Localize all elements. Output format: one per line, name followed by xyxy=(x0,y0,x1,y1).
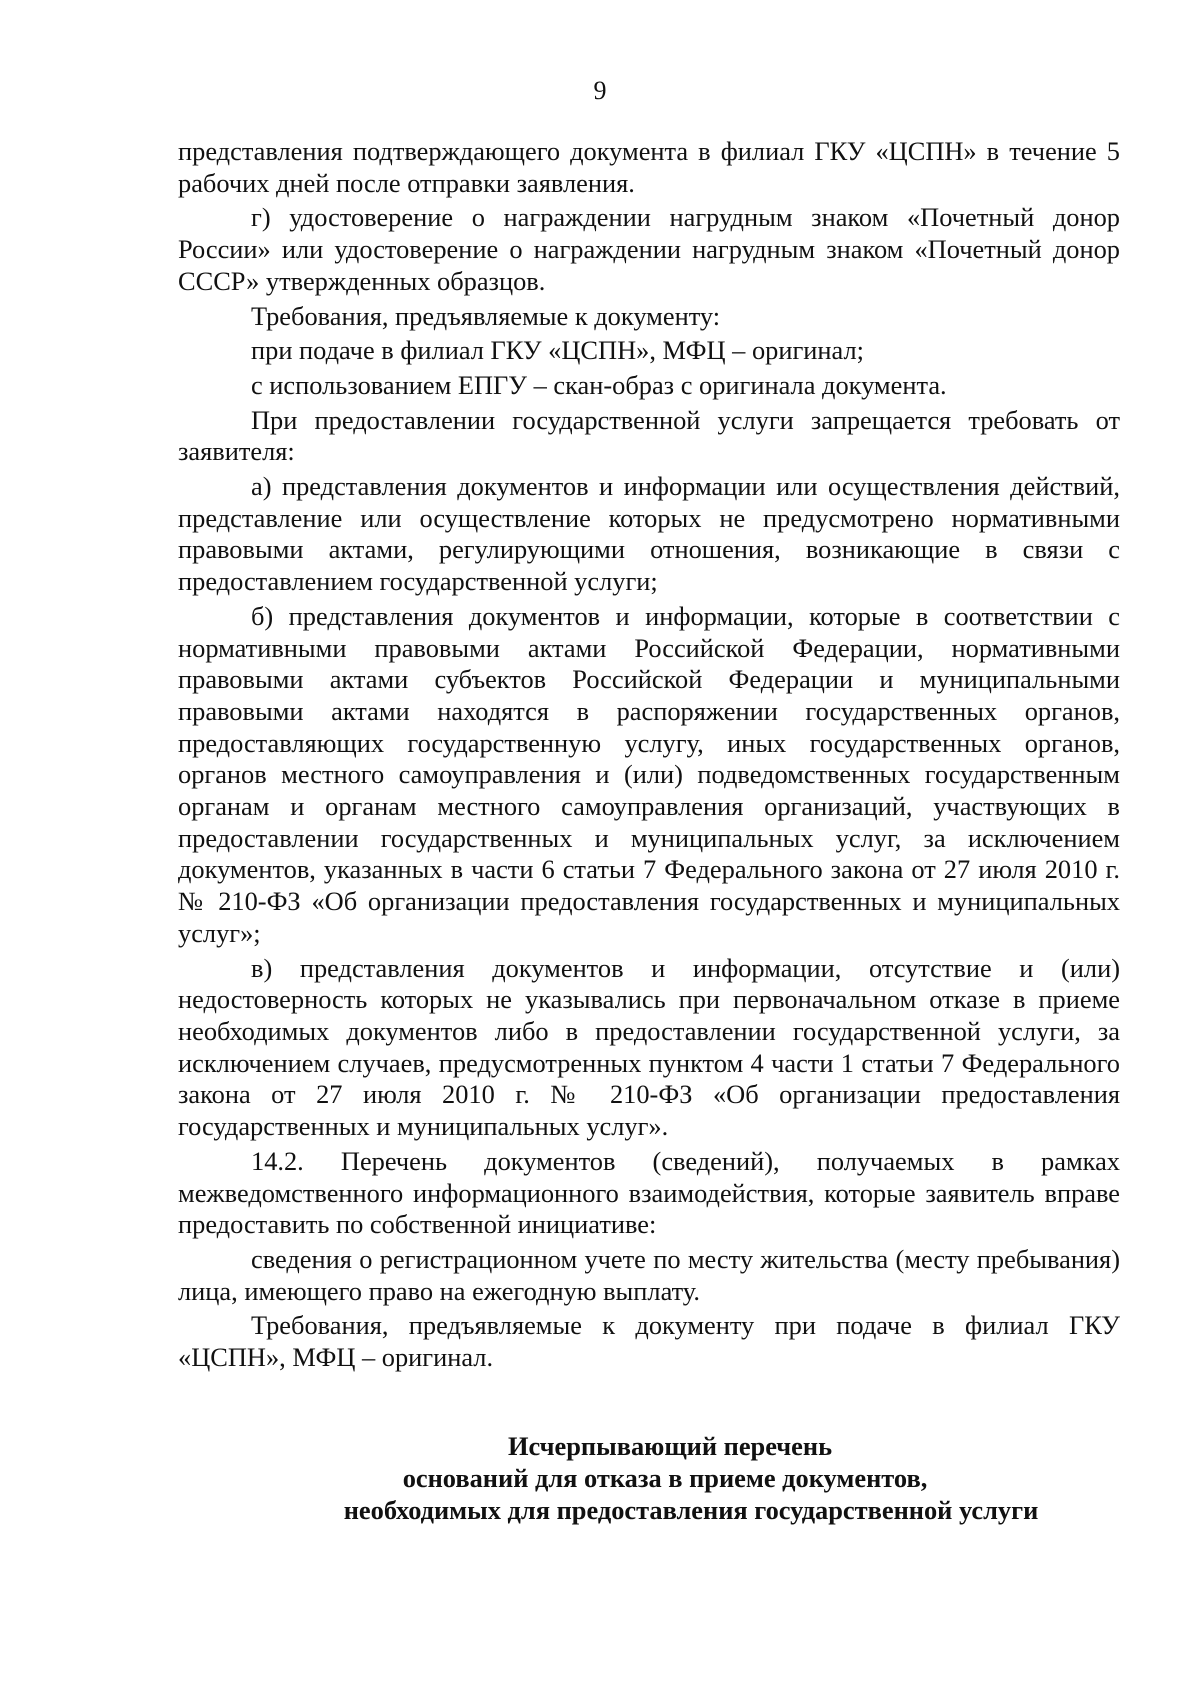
paragraph-section-14-2: 14.2. Перечень документов (сведений), получаемых в рамках межведомственного информационного взаимодействия, которые заявитель вправе предоставить по собственной инициативе: xyxy=(178,1145,1120,1240)
paragraph-requirements: Требования, предъявляемые к документу: xyxy=(251,300,721,331)
heading-line-2: оснований для отказа в приеме документов, xyxy=(402,1463,928,1493)
paragraph-registration: сведения о регистрационном учете по месту жительства (месту пребывания) лица, имеющего право на ежегодную выплату. xyxy=(178,1243,1120,1306)
paragraph-prohibited: При предоставлении государственной услуги запрещается требовать от заявителя: xyxy=(178,404,1120,467)
paragraph-epgu: с использованием ЕПГУ – скан-образ с оригинала документа. xyxy=(251,369,947,400)
heading-line-1: Исчерпывающий перечень xyxy=(507,1431,833,1461)
paragraph-original: при подаче в филиал ГКУ «ЦСПН», МФЦ – оригинал; xyxy=(251,335,864,366)
paragraph-continuation: представления подтверждающего документа в филиал ГКУ «ЦСПН» в течение 5 рабочих дней после отправки заявления. xyxy=(178,136,1120,198)
paragraph-item-g: г) удостоверение о награждении нагрудным знаком «Почетный донор России» или удостоверение о награждении нагрудным знаком «Почетный донор СССР» утвержденных образцов. xyxy=(178,202,1120,296)
page-number: 9 xyxy=(593,76,607,105)
section-heading xyxy=(290,1430,1080,1526)
paragraph-item-b: б) представления документов и информации, которые в соответствии с нормативными правовыми актами Российской Федерации, нормативными правовыми актами субъектов Российской Федерации и муниципальными правовыми актами находятся в распоряжении государственных органов, предоставляющих государственную услугу, иных государственных органов, органов местного самоуправления и (или) подведомственных государственным органам и органам местного самоуправления организаций, участвующих в предоставлении государственных и муниципальных услуг, за исключением документов, указанных в части 6 статьи 7 Федерального закона от 27 июля 2010 г. № 210-ФЗ «Об организации предоставления государственных и муниципальных услуг»; xyxy=(178,600,1120,948)
heading-line-3: необходимых для предоставления государственной услуги xyxy=(343,1495,1039,1525)
paragraph-requirements-final: Требования, предъявляемые к документу при подаче в филиал ГКУ «ЦСПН», МФЦ – оригинал. xyxy=(178,1310,1120,1373)
paragraph-item-v: в) представления документов и информации, отсутствие и (или) недостоверность которых не указывались при первоначальном отказе в приеме необходимых документов либо в предоставлении государственной услуги, за исключением случаев, предусмотренных пунктом 4 части 1 статьи 7 Федерального закона от 27 июля 2010 г. № 210-ФЗ «Об организации предоставления государственных и муниципальных услуг». xyxy=(178,952,1120,1142)
paragraph-item-a: а) представления документов и информации или осуществления действий, представление или осуществление которых не предусмотрено нормативными правовыми актами, регулирующими отношения, возникающие в связи с предоставлением государственной услуги; xyxy=(178,471,1120,597)
document-body xyxy=(178,136,1120,1374)
